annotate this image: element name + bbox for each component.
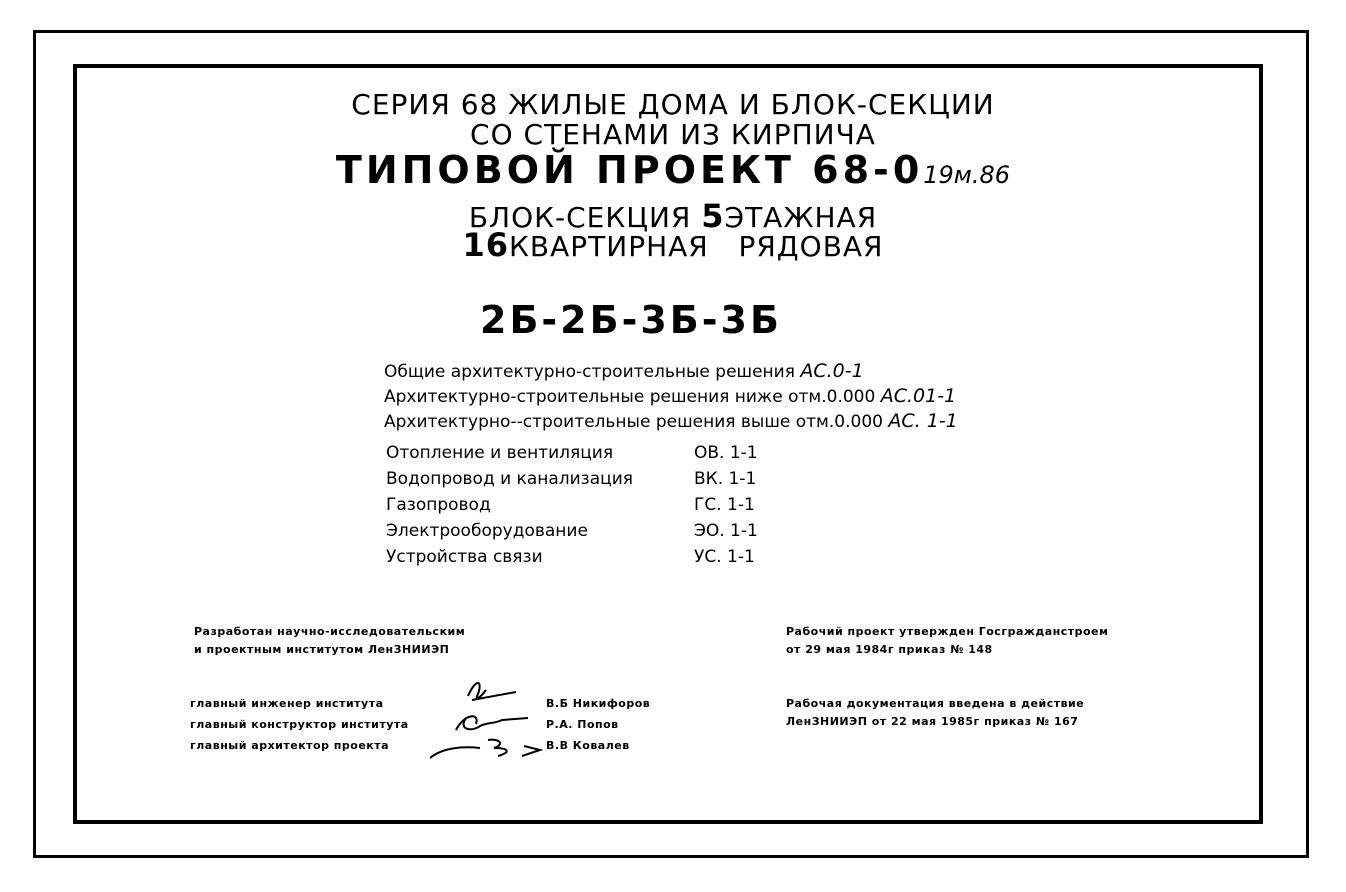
handwritten-signatures	[428, 668, 548, 768]
signature-name: В.Б Никифоров	[546, 697, 651, 710]
apartments-number: 16	[462, 226, 510, 264]
enactment-line: Рабочая документация введена в действие	[786, 697, 1085, 710]
section-value: АС.01-1	[880, 385, 957, 407]
block-section-a: БЛОК-СЕКЦИЯ	[468, 201, 702, 234]
signature-mark-2	[456, 716, 528, 730]
section-label: Архитектурно--строительные решения выше отм.0.000	[384, 412, 883, 432]
signature-role: главный конструктор института	[190, 718, 409, 731]
doc-value: УС. 1-1	[694, 547, 755, 567]
signature-role: главный архитектор проекта	[190, 739, 390, 752]
doc-label: Устройства связи	[386, 547, 543, 567]
developer-line: Разработан научно-исследовательским	[194, 625, 466, 638]
project-title	[0, 148, 1346, 192]
approval-line: Рабочий проект утвержден Госгражданстроем	[786, 625, 1109, 638]
section-label: Общие архитектурно-строительные решения	[384, 362, 795, 382]
doc-value: ЭО. 1-1	[694, 521, 758, 541]
enactment-line: ЛенЗНИИЭП от 22 мая 1985г приказ № 167	[786, 715, 1079, 728]
doc-label: Газопровод	[386, 495, 491, 515]
section-row	[384, 360, 864, 382]
doc-value: ВК. 1-1	[694, 469, 757, 489]
doc-label: Отопление и вентиляция	[386, 443, 614, 463]
signature-mark-1	[468, 683, 516, 700]
apartments-text: КВАРТИРНАЯ РЯДОВАЯ	[509, 230, 884, 263]
signature-name: В.В Ковалев	[546, 739, 630, 752]
project-main: ТИПОВОЙ ПРОЕКТ 68-0	[335, 148, 924, 192]
apartments-line	[0, 226, 1346, 264]
doc-value: ОВ. 1-1	[694, 443, 758, 463]
floors-number: 5	[701, 197, 725, 235]
developer-line: и проектным институтом ЛенЗНИИЭП	[194, 643, 450, 656]
approval-line: от 29 мая 1984г приказ № 148	[786, 643, 993, 656]
section-row	[384, 385, 956, 407]
doc-label: Электрооборудование	[386, 521, 588, 541]
section-code: 2Б-2Б-3Б-3Б	[480, 298, 782, 342]
series-subtitle: СО СТЕНАМИ ИЗ КИРПИЧА	[470, 118, 876, 151]
block-section-b: ЭТАЖНАЯ	[724, 201, 878, 234]
doc-value: ГС. 1-1	[694, 495, 755, 515]
section-value: АС.0-1	[800, 360, 864, 382]
section-row	[384, 410, 958, 432]
section-value: АС. 1-1	[888, 410, 958, 432]
series-title: СЕРИЯ 68 ЖИЛЫЕ ДОМА И БЛОК-СЕКЦИИ	[351, 88, 995, 121]
doc-label: Водопровод и канализация	[386, 469, 633, 489]
project-sub: 19м.86	[923, 161, 1011, 189]
signature-role: главный инженер института	[190, 697, 384, 710]
section-label: Архитектурно-строительные решения ниже отм.0.000	[384, 387, 876, 407]
signature-mark-3	[430, 740, 540, 758]
signature-name: Р.А. Попов	[546, 718, 619, 731]
